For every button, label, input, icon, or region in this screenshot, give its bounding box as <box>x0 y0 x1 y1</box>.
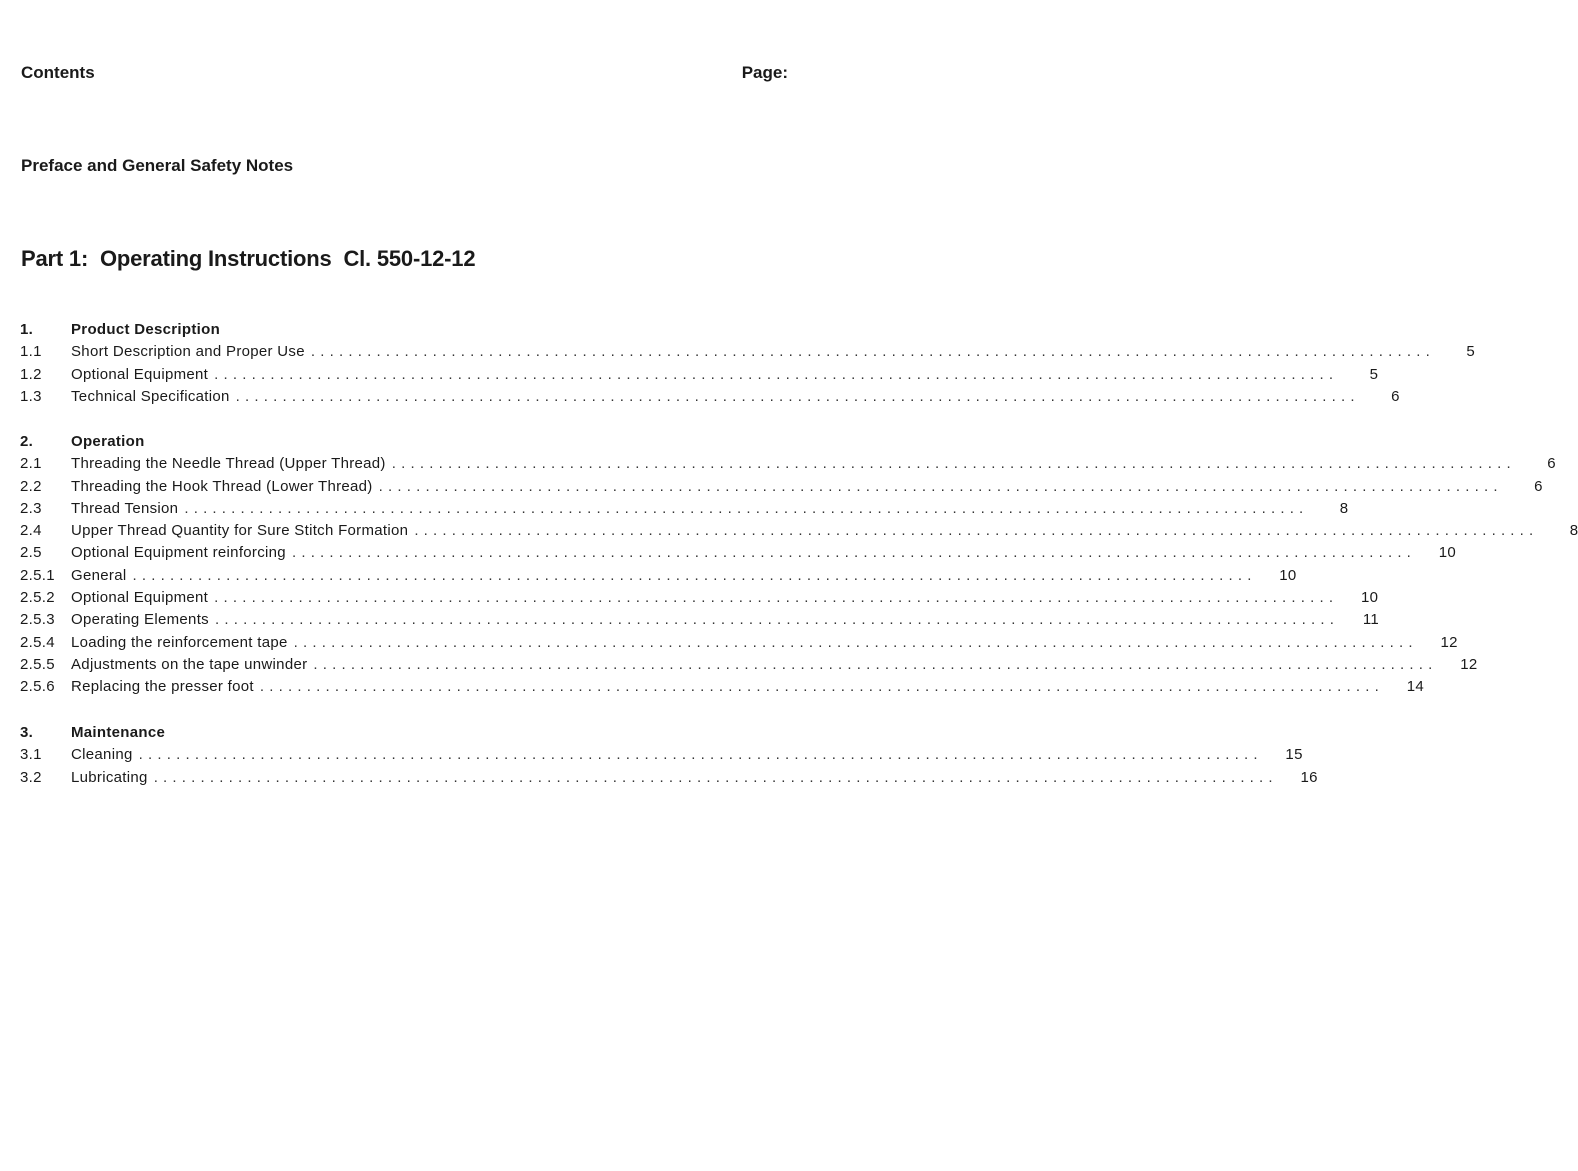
entry-page: 6 <box>1534 477 1543 495</box>
entry-page: 8 <box>1339 499 1349 517</box>
dot-leader: ........................................................................................................................ <box>310 343 1435 361</box>
section-number: 1. <box>20 321 34 338</box>
entry-number: 2.5.5 <box>20 655 55 673</box>
toc-entry[interactable] <box>20 476 1543 498</box>
entry-page: 6 <box>1547 455 1556 473</box>
section-number: 2. <box>20 433 34 450</box>
toc-entry[interactable] <box>20 386 1400 408</box>
entry-number: 3.2 <box>20 768 42 786</box>
entry-number: 2.3 <box>20 499 42 517</box>
part-title <box>21 246 475 272</box>
entry-number: 2.5.4 <box>20 633 55 651</box>
entry-page: 8 <box>1569 522 1578 540</box>
toc-entry[interactable] <box>20 632 1458 654</box>
toc-entry[interactable] <box>20 587 1379 609</box>
entry-title: Replacing the presser foot <box>71 678 254 696</box>
entry-page: 15 <box>1285 746 1303 764</box>
toc-entry[interactable] <box>20 341 1475 363</box>
section-heading <box>20 722 788 744</box>
toc-entry[interactable] <box>20 542 1457 564</box>
dot-leader: ........................................................................................................................ <box>378 477 1503 495</box>
entry-page: 12 <box>1460 655 1478 673</box>
entry-title: Optional Equipment reinforcing <box>71 544 286 562</box>
toc-entry[interactable] <box>20 654 1478 676</box>
entry-page: 10 <box>1438 544 1457 562</box>
entry-title: Short Description and Proper Use <box>71 343 305 361</box>
dot-leader: ........................................................................................................................ <box>414 522 1539 540</box>
dot-leader: ........................................................................................................................ <box>313 655 1438 673</box>
dot-leader: ........................................................................................................................ <box>214 365 1339 383</box>
entry-page: 10 <box>1279 566 1297 584</box>
section-title: Maintenance <box>71 724 166 741</box>
toc-section-2 <box>20 431 1578 699</box>
entry-page: 10 <box>1360 589 1379 607</box>
entry-page: 12 <box>1440 633 1458 651</box>
entry-page: 11 <box>1362 611 1380 629</box>
dot-leader: ........................................................................................................................ <box>293 633 1418 651</box>
contents-heading: Contents <box>21 63 95 82</box>
entry-number: 2.5.1 <box>20 566 55 584</box>
entry-number: 2.5 <box>20 544 42 562</box>
entry-page: 5 <box>1466 343 1475 361</box>
entry-title: Optional Equipment <box>71 589 209 607</box>
dot-leader: ........................................................................................................................ <box>214 589 1339 607</box>
toc-entry[interactable] <box>20 767 1318 789</box>
toc-entry[interactable] <box>20 676 1425 698</box>
entry-title: Thread Tension <box>71 499 179 517</box>
dot-leader: ........................................................................................................................ <box>391 455 1516 473</box>
toc-section-1 <box>20 319 1475 408</box>
entry-number: 2.1 <box>20 455 42 473</box>
entry-title: General <box>71 566 127 584</box>
entry-title: Optional Equipment <box>71 365 209 383</box>
part-class: Cl. 550-12-12 <box>343 246 476 271</box>
part-label: Part 1: <box>21 246 89 271</box>
toc-entry[interactable] <box>20 364 1379 386</box>
dot-leader: ........................................................................................................................ <box>153 768 1278 786</box>
toc-entry[interactable] <box>20 520 1578 542</box>
toc-entry[interactable] <box>20 498 1349 520</box>
entry-title: Threading the Hook Thread (Lower Thread) <box>71 477 373 495</box>
toc-entry[interactable] <box>20 744 1303 766</box>
entry-page: 14 <box>1406 678 1425 696</box>
toc-entry[interactable] <box>20 565 1297 587</box>
contents-header <box>21 63 788 83</box>
toc-entry[interactable] <box>20 453 1556 475</box>
entry-page: 16 <box>1300 768 1318 786</box>
entry-title: Loading the reinforcement tape <box>71 633 288 651</box>
dot-leader: ........................................................................................................................ <box>138 746 1263 764</box>
section-title: Operation <box>71 433 145 450</box>
entry-title: Cleaning <box>71 746 133 764</box>
entry-title: Lubricating <box>71 768 148 786</box>
dot-leader: ........................................................................................................................ <box>214 611 1340 629</box>
entry-number: 2.5.2 <box>20 589 55 607</box>
entry-number: 1.2 <box>20 365 42 383</box>
toc-section-3 <box>20 722 1318 789</box>
entry-page: 6 <box>1391 387 1400 405</box>
entry-number: 2.5.3 <box>20 611 55 629</box>
section-heading <box>20 431 788 453</box>
dot-leader: ........................................................................................................................ <box>259 678 1385 696</box>
entry-number: 1.3 <box>20 387 42 405</box>
dot-leader: ........................................................................................................................ <box>132 566 1257 584</box>
dot-leader: ........................................................................................................................ <box>235 387 1360 405</box>
entry-title: Upper Thread Quantity for Sure Stitch Formation <box>71 522 409 540</box>
entry-page: 5 <box>1369 365 1379 383</box>
dot-leader: ........................................................................................................................ <box>184 499 1309 517</box>
dot-leader: ........................................................................................................................ <box>291 544 1417 562</box>
entry-number: 1.1 <box>20 343 42 361</box>
section-title: Product Description <box>71 321 221 338</box>
entry-number: 2.5.6 <box>20 678 55 696</box>
section-heading <box>20 319 788 341</box>
entry-title: Adjustments on the tape unwinder <box>71 655 308 673</box>
entry-number: 2.2 <box>20 477 42 495</box>
entry-title: Threading the Needle Thread (Upper Thread) <box>71 455 386 473</box>
entry-title: Technical Specification <box>71 387 230 405</box>
preface-heading: Preface and General Safety Notes <box>21 156 294 175</box>
toc-entry[interactable] <box>20 609 1380 631</box>
entry-number: 3.1 <box>20 746 42 764</box>
entry-number: 2.4 <box>20 522 42 540</box>
page-column-heading: Page: <box>741 63 788 82</box>
part-title-text: Operating Instructions <box>100 246 332 271</box>
entry-title: Operating Elements <box>71 611 209 629</box>
section-number: 3. <box>20 724 34 741</box>
